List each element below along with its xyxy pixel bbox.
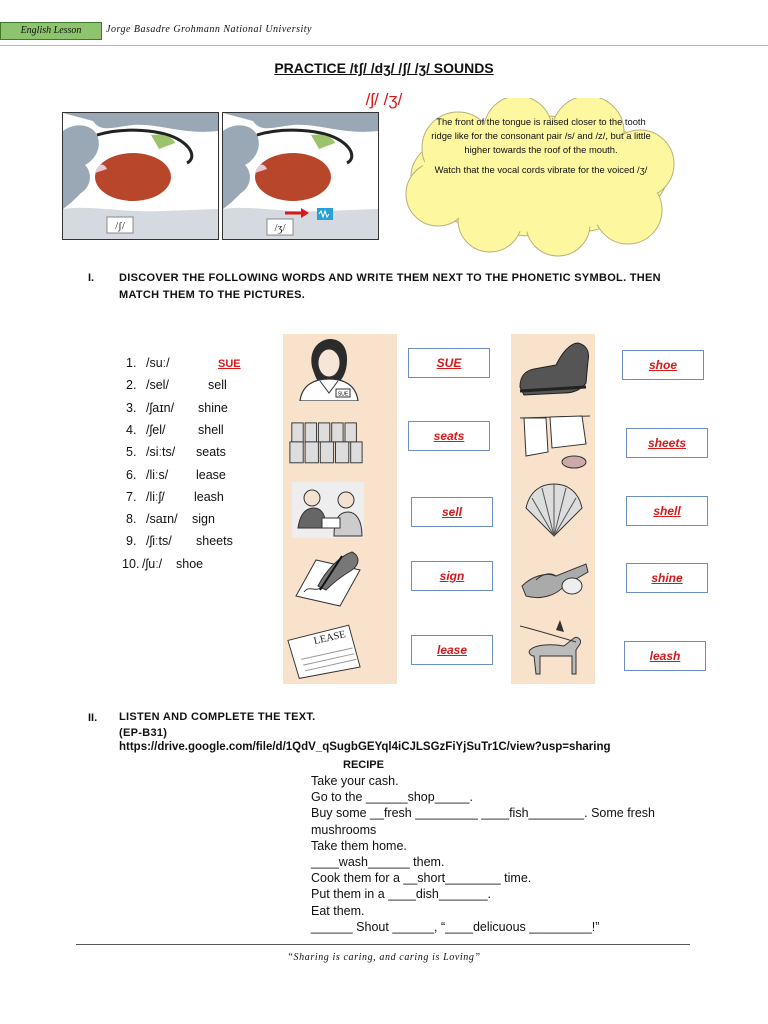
footer-motto: “Sharing is caring, and caring is Loving” <box>287 952 481 963</box>
phonetic-symbol: /ʃuː/ <box>142 556 163 571</box>
item-number: 2. <box>126 378 137 393</box>
answer-box[interactable]: leash <box>624 641 706 671</box>
section-1-instructions: DISCOVER THE FOLLOWING WORDS AND WRITE THEM NEXT TO THE PHONETIC SYMBOL. THEN MATCH THEM TO THE PICTURES. <box>119 272 661 301</box>
sheets-picture <box>516 408 592 472</box>
recipe-line: mushrooms <box>311 822 377 837</box>
lesson-tag: English Lesson <box>0 22 102 40</box>
word-list <box>122 356 276 586</box>
mouth-illustration <box>223 113 378 239</box>
recipe-line: Take your cash. <box>311 774 399 788</box>
sign-picture <box>290 546 366 610</box>
answer-box[interactable]: SUE <box>408 348 490 378</box>
recipe-line: Cook them for a __short________ time. <box>311 871 532 886</box>
diagram-label: /ʒ/ <box>274 222 286 234</box>
answer-box[interactable]: lease <box>411 635 493 665</box>
sell-picture <box>290 478 366 542</box>
shell-picture <box>516 478 592 542</box>
written-word: sell <box>208 378 227 393</box>
item-number: 10. <box>122 556 140 571</box>
item-number: 5. <box>126 445 137 460</box>
written-word: shoe <box>176 556 204 571</box>
item-number: 1. <box>126 356 137 370</box>
leash-picture <box>516 616 592 680</box>
recipe-line: Buy some __fresh _________ ____fish________. Some fresh <box>311 806 655 821</box>
mouth-diagram-sh <box>62 112 219 240</box>
recipe-line: Put them in a ____dish_______. <box>311 887 491 902</box>
answer-box[interactable]: sell <box>411 497 493 527</box>
cloud-paragraph-1: The front of the tongue is raised closer to the tooth ridge like for the consonant pair /s/ and /z/, but a little higher towards the roof of the mouth. <box>431 116 651 155</box>
phonetic-symbol: /siːts/ <box>146 445 176 460</box>
phonetic-symbol: /saɪn/ <box>146 512 178 527</box>
seats-picture <box>288 408 364 472</box>
section-2-number: II. <box>88 712 98 724</box>
recipe-line: Eat them. <box>311 903 365 918</box>
shine-picture <box>516 546 592 610</box>
cloud-text <box>428 115 654 183</box>
phonetic-symbol: /ʃiːts/ <box>146 534 172 549</box>
recipe-line: Go to the ______shop_____. <box>311 790 473 805</box>
cloud-paragraph-2: Watch that the vocal cords vibrate for the voiced /ʒ/ <box>434 164 648 175</box>
recipe-line: ____wash______ them. <box>311 855 445 870</box>
written-word: sheets <box>196 534 233 549</box>
written-word: seats <box>196 445 226 460</box>
written-word: shell <box>198 422 224 437</box>
shoe-picture <box>516 337 592 401</box>
lease-text: LEASE <box>312 629 347 648</box>
audio-link[interactable]: https://drive.google.com/file/d/1QdV_qSugbGEYql4iCJLSGzFiYjSuTr1C/view?usp=sharing <box>119 741 611 753</box>
section-2-heading: LISTEN AND COMPLETE THE TEXT. <box>119 711 316 723</box>
recipe-title: RECIPE <box>343 759 384 771</box>
lease-picture <box>286 616 362 680</box>
item-number: 6. <box>126 467 137 482</box>
phonetic-symbol: /suː/ <box>146 356 170 370</box>
item-number: 8. <box>126 512 137 527</box>
phonetic-symbol: /liːʃ/ <box>146 489 165 504</box>
written-word: leash <box>194 489 224 504</box>
phonetic-symbol: /ʃel/ <box>146 422 166 437</box>
item-number: 7. <box>126 489 137 504</box>
page-subtitle: /ʃ/ /ʒ/ <box>365 90 403 109</box>
answer-box[interactable]: sheets <box>626 428 708 458</box>
phonetic-symbol: /liːs/ <box>146 467 169 482</box>
mouth-illustration <box>63 113 218 239</box>
mouth-diagram-zh <box>222 112 379 240</box>
diagram-label: /ʃ/ <box>115 220 125 232</box>
recipe-line: ______ Shout ______, “____delicuous _________!” <box>311 919 600 934</box>
section-1-number: I. <box>88 272 95 284</box>
recipe-line: Take them home. <box>311 838 407 853</box>
item-number: 4. <box>126 422 137 437</box>
written-word: lease <box>196 467 226 482</box>
girl-picture <box>290 337 366 401</box>
footer-divider <box>76 944 690 945</box>
written-word: sign <box>192 512 215 527</box>
answer-box[interactable]: shine <box>626 563 708 593</box>
written-word: shine <box>198 400 228 415</box>
item-number: 9. <box>126 534 137 549</box>
answer-box[interactable]: shell <box>626 496 708 526</box>
phonetic-symbol: /sel/ <box>146 378 169 393</box>
item-number: 3. <box>126 400 137 415</box>
recipe-text <box>311 773 655 935</box>
university-name: Jorge Basadre Grohmann National University <box>106 24 312 35</box>
answer-box[interactable]: seats <box>408 421 490 451</box>
written-word: SUE <box>218 358 241 370</box>
section-2-code: (EP-B31) <box>119 727 168 739</box>
answer-box[interactable]: sign <box>411 561 493 591</box>
header-divider <box>0 45 768 46</box>
answer-box[interactable]: shoe <box>622 350 704 380</box>
phonetic-symbol: /ʃaɪn/ <box>146 400 175 415</box>
name-badge-text: SUE <box>337 391 349 398</box>
page-title: PRACTICE /tʃ/ /dʒ/ /ʃ/ /ʒ/ SOUNDS <box>274 60 494 76</box>
